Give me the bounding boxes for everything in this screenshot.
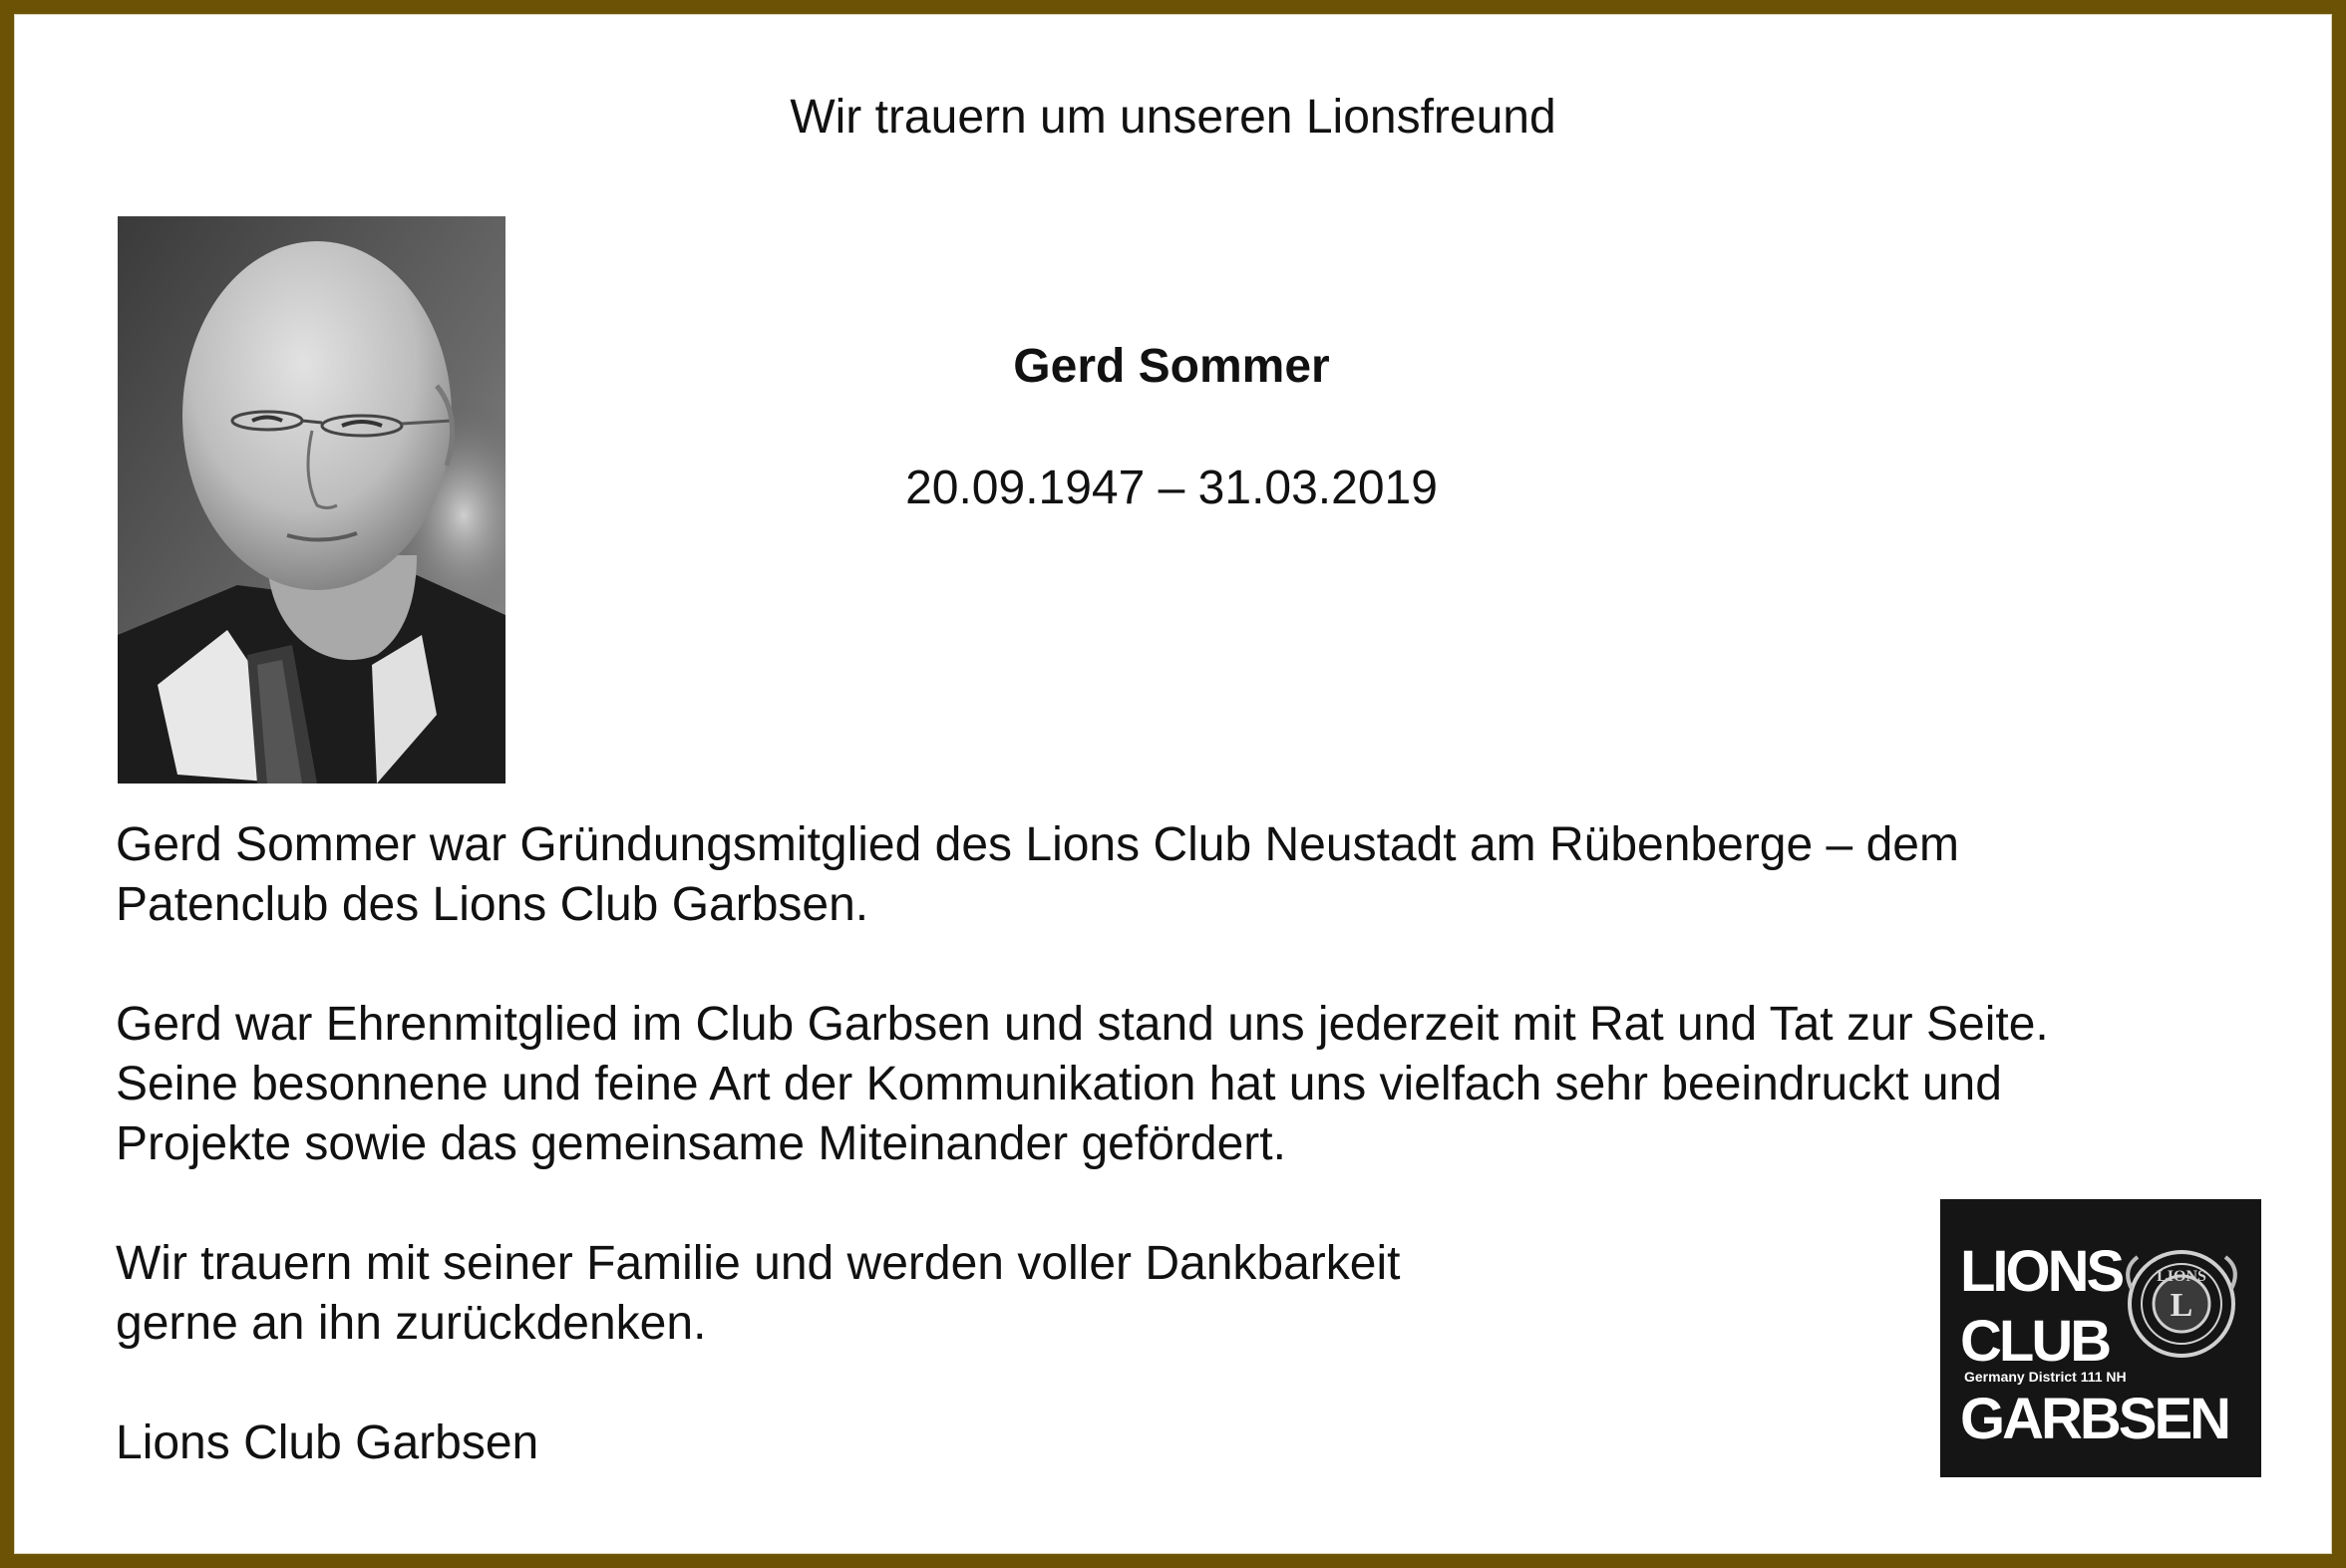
- text-line: Gerd war Ehrenmitglied im Club Garbsen und stand uns jederzeit mit Rat und Tat zur Seite.: [116, 998, 2049, 1051]
- emblem-letter: L: [2170, 1287, 2193, 1324]
- signature: Lions Club Garbsen: [116, 1416, 539, 1469]
- paragraph-spacer: [116, 1354, 2259, 1413]
- text-line: Gerd Sommer war Gründungsmitglied des Lions Club Neustadt am Rübenberge – dem: [116, 818, 1959, 871]
- paragraph-mourning: [116, 1234, 2259, 1354]
- deceased-name: Gerd Sommer: [1013, 340, 1330, 393]
- paragraph-honorary: [116, 995, 2259, 1174]
- text-line: Projekte sowie das gemeinsame Miteinander gefördert.: [116, 1117, 1286, 1170]
- text-line: Patenclub des Lions Club Garbsen.: [116, 878, 869, 931]
- obituary-text: [116, 815, 2259, 1473]
- text-line: Wir trauern mit seiner Familie und werden voller Dankbarkeit: [116, 1237, 1401, 1290]
- paragraph-spacer: [116, 935, 2259, 995]
- logo-district: Germany District 111 NH: [1964, 1369, 2127, 1385]
- paragraph-founding: [116, 815, 2259, 935]
- text-line: Seine besonnene und feine Art der Kommunikation hat uns vielfach sehr beeindruckt und: [116, 1058, 2002, 1110]
- life-dates: 20.09.1947 – 31.03.2019: [905, 462, 1438, 514]
- logo-line-garbsen: GARBSEN: [1960, 1387, 2229, 1451]
- page-title: Wir trauern um unseren Lionsfreund: [790, 91, 1556, 144]
- logo-line-lions: LIONS: [1960, 1239, 2123, 1304]
- portrait-photo: [118, 216, 505, 784]
- emblem-ring-text: LIONS: [2157, 1268, 2206, 1285]
- text-line: gerne an ihn zurückdenken.: [116, 1297, 707, 1350]
- logo-line-club: CLUB: [1960, 1309, 2110, 1374]
- lions-club-garbsen-logo: [1940, 1199, 2261, 1477]
- paragraph-spacer: [116, 1174, 2259, 1234]
